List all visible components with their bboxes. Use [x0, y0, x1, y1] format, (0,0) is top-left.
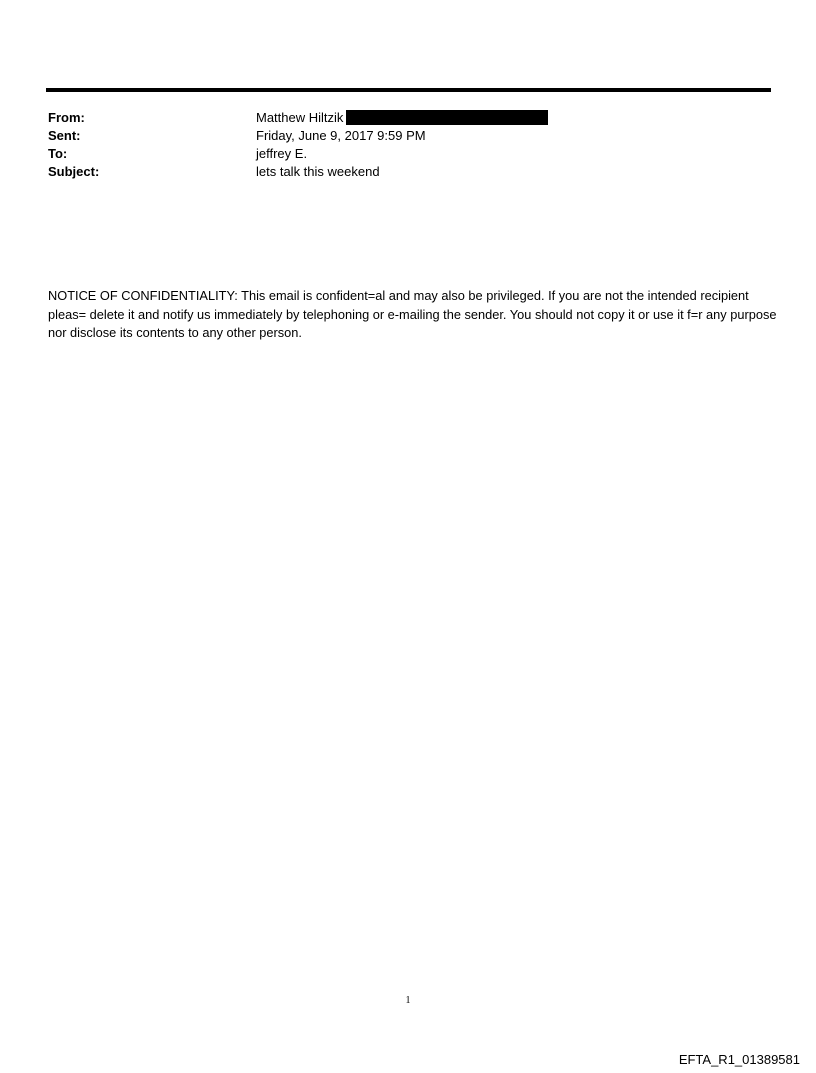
sent-row [48, 126, 768, 144]
sent-label: Sent: [48, 127, 81, 143]
subject-label: Subject: [48, 163, 100, 179]
page-number: 1 [405, 995, 411, 1006]
from-row [48, 108, 768, 126]
email-header [48, 108, 768, 180]
redaction-block [346, 110, 548, 125]
subject-row [48, 162, 768, 180]
to-label: To: [48, 145, 68, 161]
sent-value: Friday, June 9, 2017 9:59 PM [256, 127, 426, 143]
header-rule [46, 88, 771, 92]
subject-value: lets talk this weekend [256, 163, 380, 179]
bates-number: EFTA_R1_01389581 [678, 1052, 800, 1067]
confidentiality-notice: NOTICE OF CONFIDENTIALITY: This email is confident=al and may also be privileged. If you are not the intended recipient pleas= delete it and notify us immediately by telephoning or e-mailing the sender. You should not copy it or use it f=r any purpose nor disclose its contents to any other person. [48, 288, 777, 340]
from-label: From: [48, 109, 85, 125]
sender-name: Matthew Hiltzik [256, 109, 344, 125]
to-value: jeffrey E. [256, 145, 308, 161]
to-row [48, 144, 768, 162]
from-value [256, 110, 548, 125]
